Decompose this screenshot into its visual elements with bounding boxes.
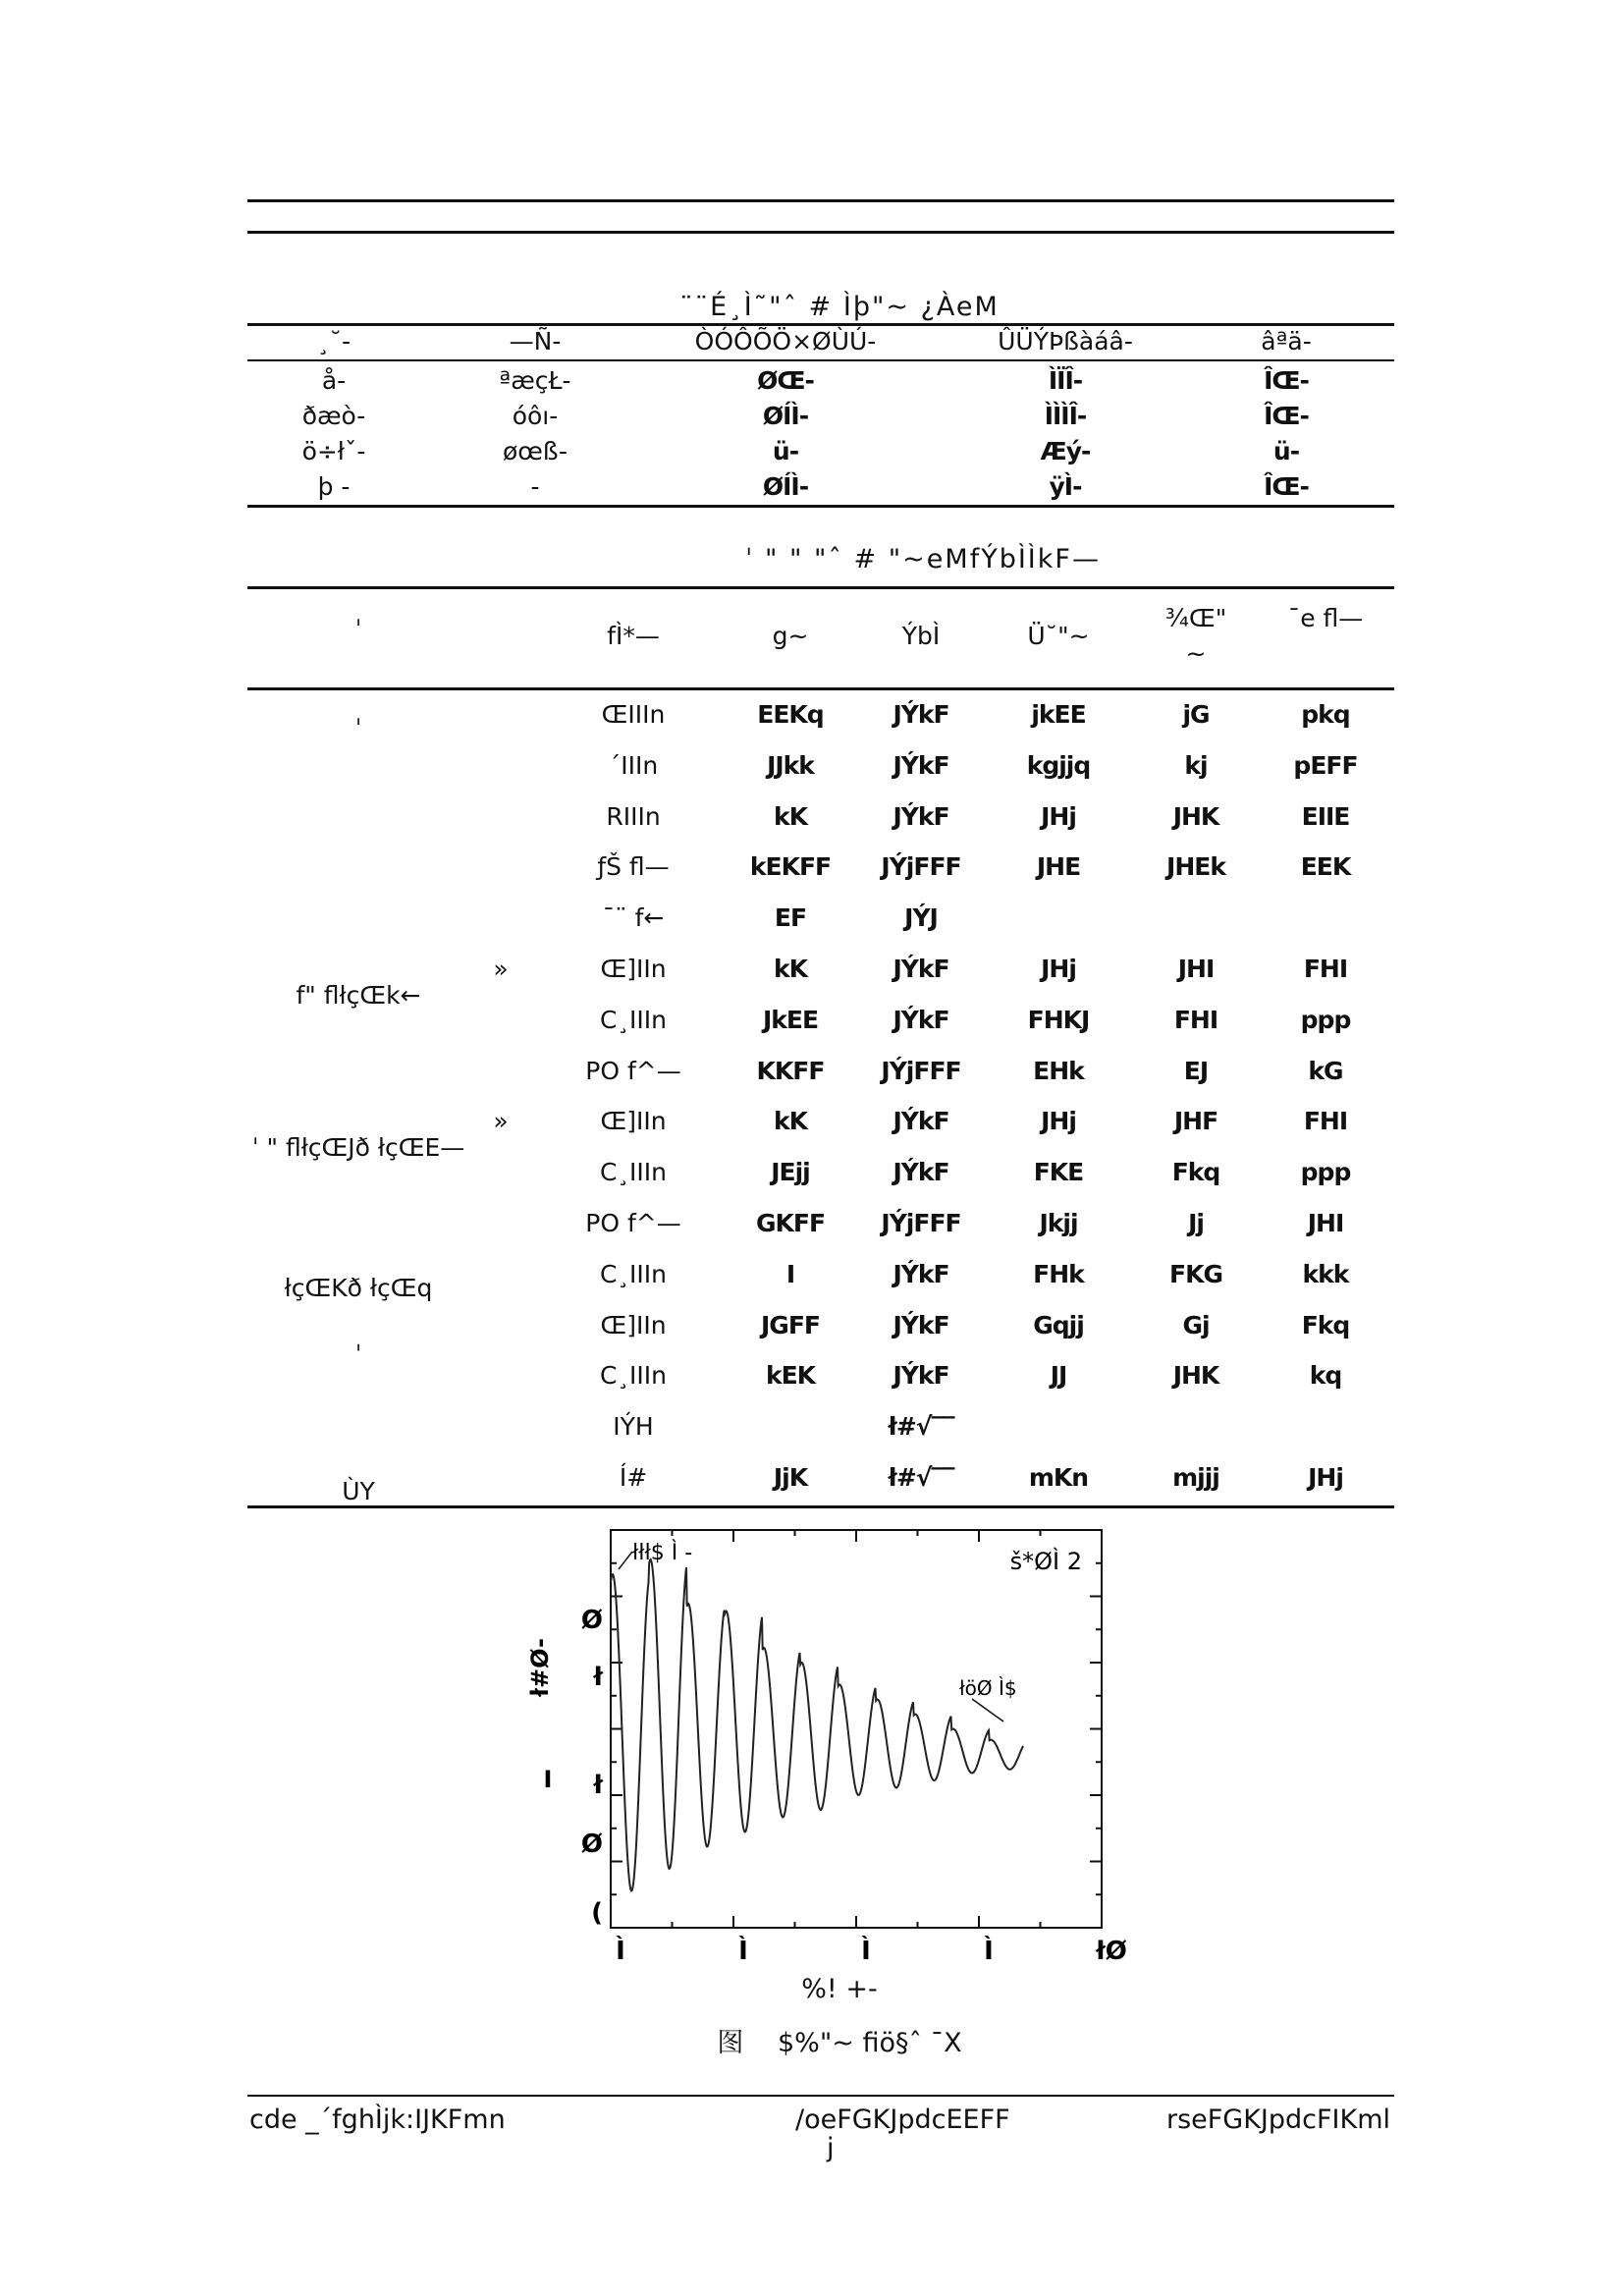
table2-value-cell: KKFF	[756, 1056, 825, 1085]
table1-cell: ØÍÌ-	[762, 472, 809, 501]
table2-value-cell: Gqjj	[1033, 1310, 1084, 1339]
y-tick-label: Ø	[580, 1830, 603, 1859]
table2-value-cell: mjjj	[1172, 1463, 1219, 1492]
table1-header-cell: ÒÓÔÕÖ×ØÙÚ-	[694, 327, 877, 355]
figure-caption-prefix: 图	[717, 2028, 744, 2058]
x-tick-label: Ì	[861, 1937, 871, 1966]
table1-header-cell: ¸˘-	[316, 327, 352, 355]
table2-bottom-rule	[247, 1505, 1394, 1508]
table2-top-rule	[247, 586, 1394, 589]
annotation-peak-leader	[972, 1699, 1003, 1722]
figure	[526, 1520, 1127, 2015]
table2-row-marker: »	[493, 1107, 509, 1136]
table2-value-cell: JHF	[1173, 1107, 1218, 1136]
table2-group-label: ÙY	[342, 1477, 375, 1505]
x-tick-label: łØ	[1096, 1937, 1127, 1966]
table2-value-cell: JHI	[1307, 1209, 1344, 1237]
table2-value-cell: kkk	[1302, 1259, 1349, 1288]
table2-value-cell: EHk	[1033, 1056, 1084, 1085]
table2-value-cell: JÝkF	[893, 801, 949, 831]
footer-right: rseFGKJpdcFIKml	[1166, 2105, 1391, 2135]
table2-group-label: ˈ	[354, 714, 362, 742]
table2-value-cell: JHj	[1041, 1107, 1076, 1136]
table1-caption: ¨¨É¸Ì˜"ˆ # Ìþ"~ ¿ÀeM	[679, 292, 1000, 322]
table2-item: RIIIn	[606, 801, 661, 831]
table2-item: Œ]IIn	[600, 1310, 667, 1339]
table2-value-cell: kK	[774, 955, 807, 983]
table2-value-cell: ł#√‾‾	[888, 1463, 954, 1492]
top-rule-2	[247, 231, 1394, 234]
table2-value-cell: kq	[1309, 1361, 1342, 1391]
annotation-topleft-leader	[619, 1552, 632, 1569]
table2-item: PO f^—	[585, 1209, 681, 1237]
table2-value-cell: JHj	[1041, 801, 1076, 831]
table2-value-cell: kEKFF	[749, 852, 832, 882]
table2-header-cell: ¾Œ" ~	[1164, 604, 1227, 668]
table2-value-cell: ppp	[1300, 1005, 1351, 1034]
table1-header-cell: âªä-	[1261, 327, 1312, 355]
table2-value-cell: kgjjq	[1026, 750, 1091, 780]
table2-value-cell: EJ	[1183, 1056, 1209, 1085]
data-series-line	[611, 1559, 1023, 1890]
table2-value-cell: JÝkF	[893, 1259, 949, 1288]
table1-top-rule	[247, 323, 1394, 326]
table1-cell: ÎŒ-	[1264, 472, 1309, 501]
table2-item: Í#	[619, 1463, 648, 1492]
table2-value-cell: kK	[774, 801, 807, 831]
table2-value-cell: ppp	[1300, 1158, 1351, 1187]
footer-left: cde _´fghÌjk:IJKFmn	[249, 2105, 506, 2135]
table2-header-cell: Ü˘"~	[1027, 622, 1090, 650]
table2-item: ƒŠ fl—	[597, 852, 670, 882]
table2-value-cell: JHj	[1308, 1463, 1343, 1492]
table1-cell: óôı-	[512, 402, 559, 430]
table2-value-cell: Fkq	[1301, 1310, 1350, 1339]
table1-cell: ö÷łˇ-	[301, 437, 366, 465]
table2-group-label: ˌ	[354, 1324, 362, 1353]
table2-value-cell: I	[785, 1259, 795, 1288]
table2-value-cell: JÝjFFF	[881, 1056, 961, 1085]
table2-value-cell: Jkjj	[1039, 1209, 1078, 1237]
table2-item: ŒIIIn	[601, 700, 666, 729]
table2-item: PO f^—	[585, 1056, 681, 1085]
table2-value-cell: JEjj	[771, 1158, 810, 1187]
table1-cell: å-	[321, 366, 347, 395]
table1-header-cell: ÛÜÝÞßàáâ-	[998, 327, 1133, 355]
table2-item: C¸IIIn	[600, 1361, 667, 1391]
table2-value-cell: EEKq	[757, 700, 824, 729]
table2-item: Œ]IIn	[600, 1107, 667, 1136]
table2-header-cell: ¯e fl—	[1287, 604, 1364, 632]
y-tick-label: ł	[593, 1663, 603, 1692]
table2-value-cell: JJ	[1050, 1361, 1067, 1391]
table2-value-cell: EF	[774, 903, 807, 933]
table1-header-rule	[247, 359, 1394, 361]
table2-value-cell: JÝJ	[904, 903, 938, 933]
table2-item: C¸IIIn	[600, 1005, 667, 1034]
table2-item: C¸IIIn	[600, 1259, 667, 1288]
table2-value-cell: FHI	[1303, 955, 1348, 983]
figure-caption-text: $%"~ fiö§ˆ ¯X	[778, 2028, 962, 2058]
footer-page: j	[827, 2133, 835, 2163]
table2-value-cell: JÝjFFF	[881, 852, 961, 882]
table2-group-label: łçŒKð łçŒq	[284, 1273, 433, 1302]
table2-value-cell: JÝkF	[893, 750, 949, 780]
table2-header-cell: ˈ	[354, 615, 362, 643]
table2-value-cell: JHj	[1041, 955, 1076, 983]
table2-value-cell: Fkq	[1171, 1158, 1220, 1187]
y-tick-label: (	[591, 1898, 603, 1928]
table1-cell: ÌÌÌÎ-	[1044, 402, 1087, 430]
table2-caption: ˈ " " "ˆ # "~eMfÝbÌÌkF—	[745, 544, 1101, 574]
table1-cell: ªæçŁ-	[499, 366, 571, 395]
table1-cell: þ -	[317, 472, 351, 501]
table2-group-label: f" flłçŒk←	[296, 981, 421, 1010]
y-tick-label: Ø	[580, 1606, 603, 1635]
table1-cell: ÎŒ-	[1264, 366, 1309, 395]
table2-value-cell: jkEE	[1031, 700, 1086, 729]
x-tick-label: Ì	[616, 1937, 625, 1966]
y-axis-label: ł#Ø-	[526, 1638, 554, 1697]
table2-value-cell: JÝkF	[893, 1005, 949, 1034]
table2-value-cell: JÝkF	[893, 1361, 949, 1391]
table1-cell: ðæò-	[301, 402, 366, 430]
table2-value-cell: JGFF	[761, 1310, 820, 1339]
table1-cell: ÿÌ-	[1049, 472, 1082, 501]
table1-cell: ØÍÌ-	[762, 402, 809, 430]
table1-cell: ÌÏÎ-	[1048, 366, 1083, 395]
figure-caption	[717, 2028, 961, 2059]
table2-value-cell: EIIE	[1301, 801, 1350, 831]
table2-value-cell: JÝkF	[893, 955, 949, 983]
table2-value-cell: JÝkF	[893, 700, 949, 729]
table2-value-cell: GKFF	[755, 1209, 826, 1237]
table2-item: IÝH	[613, 1412, 654, 1442]
table2-group-label: ˈ " flłçŒJð łçŒE—	[251, 1133, 465, 1163]
table1-cell: ØŒ-	[757, 366, 814, 395]
table1-bottom-rule	[247, 505, 1394, 508]
table2-value-cell: JÝkF	[893, 1107, 949, 1136]
table2-value-cell: JÝkF	[893, 1158, 949, 1187]
table2-value-cell: ł#√‾‾	[888, 1412, 954, 1442]
table2-value-cell: FHI	[1173, 1005, 1218, 1034]
table2-header-cell: ÝbÌ	[901, 622, 941, 650]
table2-value-cell: JHK	[1172, 801, 1219, 831]
annotation-topright: š*ØÌ 2	[1009, 1548, 1082, 1575]
table2-item: Œ]IIn	[600, 955, 667, 983]
table2-value-cell: JHK	[1172, 1361, 1219, 1391]
table2-value-cell: FHk	[1033, 1259, 1084, 1288]
top-rule-1	[247, 199, 1394, 202]
table2-value-cell: pkq	[1301, 700, 1350, 729]
table2-value-cell: FHI	[1303, 1107, 1348, 1136]
table2-value-cell: kK	[774, 1107, 807, 1136]
table2-value-cell: EEK	[1300, 852, 1351, 882]
table2-value-cell: FHKJ	[1027, 1005, 1090, 1034]
table2-value-cell: kG	[1308, 1056, 1343, 1085]
table2-header-rule	[247, 687, 1394, 690]
table1-cell: øœß-	[502, 437, 568, 465]
table2-value-cell: FKE	[1033, 1158, 1084, 1187]
table2-value-cell: FKG	[1169, 1259, 1222, 1288]
table2-value-cell: JÝkF	[893, 1310, 949, 1339]
annotation-peak: łöØ Ì$	[959, 1676, 1017, 1700]
x-tick-label: Ì	[738, 1937, 748, 1966]
table2-header-cell: g~	[772, 622, 809, 650]
table2-value-cell: mKn	[1028, 1463, 1089, 1492]
table2-value-cell: JJkk	[767, 750, 814, 780]
x-tick-label: Ì	[984, 1937, 994, 1966]
table2-value-cell: JHI	[1177, 955, 1215, 983]
table2-value-cell: jG	[1182, 700, 1210, 729]
table2-header-cell: fÌ*—	[607, 622, 660, 650]
table1-cell: ü-	[772, 437, 799, 465]
footer-rule	[247, 2095, 1394, 2097]
table2-value-cell: pEFF	[1293, 750, 1358, 780]
table2-value-cell: JÝjFFF	[881, 1209, 961, 1237]
y-tick-label: ł	[593, 1771, 603, 1800]
table2-value-cell: JjK	[773, 1463, 808, 1492]
table1-cell: -	[530, 472, 540, 501]
table1-cell: ü-	[1272, 437, 1300, 465]
table1-header-cell: —Ñ-	[509, 327, 562, 355]
table2-value-cell: Gj	[1182, 1310, 1210, 1339]
table2-item: ´IIIn	[608, 750, 659, 780]
table2-row-marker: »	[493, 955, 509, 983]
table2-item: ¯¨ f←	[602, 903, 665, 933]
table2-value-cell: Jj	[1188, 1209, 1204, 1237]
table2-item: C¸IIIn	[600, 1158, 667, 1187]
footer-middle: /oeFGKJpdcEEFF	[795, 2105, 1010, 2135]
table2-value-cell: JkEE	[762, 1005, 819, 1034]
figure-xlabel: %! +-	[801, 1974, 878, 2004]
table1-cell: Æý-	[1040, 437, 1091, 465]
table2-value-cell: JHEk	[1166, 852, 1225, 882]
oscillation-chart	[526, 1520, 1127, 2011]
annotation-topleft: łłł$ Ì -	[632, 1541, 693, 1565]
table2-value-cell: JHE	[1036, 852, 1081, 882]
table2-value-cell: kEK	[765, 1361, 816, 1391]
table1-cell: ÎŒ-	[1264, 402, 1309, 430]
unit-label: I	[543, 1766, 553, 1793]
table2-value-cell: kj	[1184, 750, 1208, 780]
